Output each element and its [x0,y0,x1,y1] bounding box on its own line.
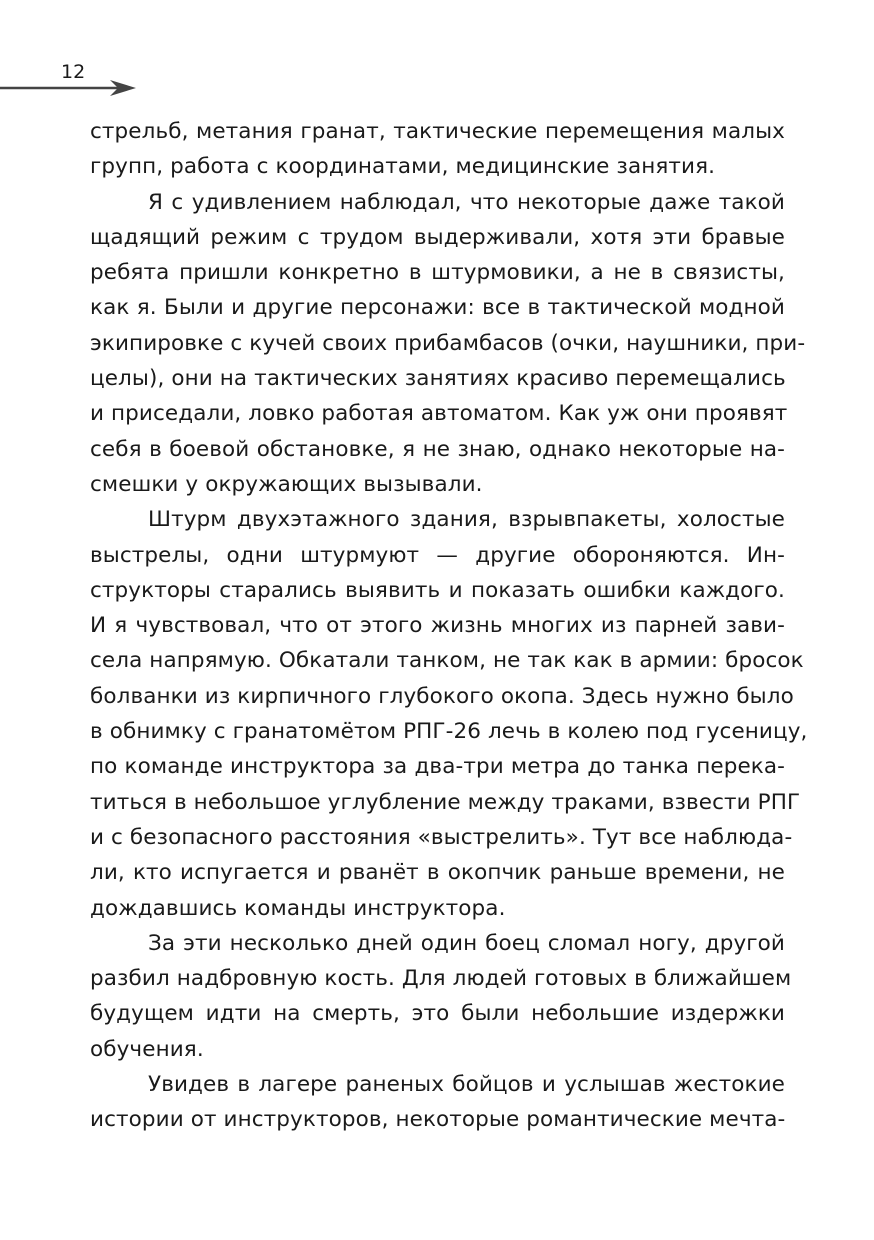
text-line: стрельб, метания гранат, тактические перемещения малых [90,119,785,144]
text-line: Увидев в лагере раненых бойцов и услышав жестокие [148,1072,785,1098]
text-line: в обнимку с гранатомётом РПГ-26 лечь в колею под гусеницу, [90,719,808,745]
text-line: титься в небольшое углубление между траками, взвести РПГ [90,789,801,815]
text-line: целы), они на тактических занятиях красиво перемещались [90,366,786,392]
text-line: ребята пришли конкретно в штурмовики, а не в связисты, [90,260,785,286]
text-line: и приседали, ловко работая автоматом. Как уж они проявят [90,401,788,427]
text-line: как я. Были и другие персонажи: все в тактической модной [90,295,785,321]
text-line: ли, кто испугается и рванёт в окопчик раньше времени, не [90,860,785,886]
text-line: групп, работа с координатами, медицинские занятия. [90,154,716,180]
text-line: экипировке с кучей своих прибамбасов (очки, наушники, при- [90,330,806,356]
text-line: дождавшись команды инструктора. [90,895,506,921]
page-number: 12 [61,61,86,83]
text-line: будущем идти на смерть, это были небольшие издержки [90,1001,785,1027]
text-line: За эти несколько дней один боец сломал ногу, другой [148,930,785,956]
text-line: разбил надбровную кость. Для людей готовых в ближайшем [90,966,792,992]
arrow-icon [0,78,140,100]
text-line: выстрелы, одни штурмуют — другие обороняются. Ин- [90,542,785,568]
text-line: обучения. [90,1036,204,1062]
body-text [90,114,808,1138]
text-line: структоры старались выявить и показать ошибки каждого. [90,577,785,603]
text-line: смешки у окружающих вызывали. [90,471,483,497]
text-line: по команде инструктора за два-три метра до танка перека- [90,754,785,780]
text-line: Штурм двухэтажного здания, взрывпакеты, холостые [148,507,785,533]
text-line: себя в боевой обстановке, я не знаю, однако некоторые на- [90,436,785,462]
text-line: щадящий режим с трудом выдерживали, хотя эти бравые [90,224,785,250]
text-line: Я с удивлением наблюдал, что некоторые даже такой [148,189,785,215]
text-line: И я чувствовал, что от этого жизнь многих из парней зави- [90,613,785,639]
text-line: истории от инструкторов, некоторые романтические мечта- [90,1107,786,1133]
text-line: болванки из кирпичного глубокого окопа. Здесь нужно было [90,683,794,709]
text-line: и с безопасного расстояния «выстрелить». Тут все наблюда- [90,824,793,850]
text-line: села напрямую. Обкатали танком, не так как в армии: бросок [90,648,804,674]
